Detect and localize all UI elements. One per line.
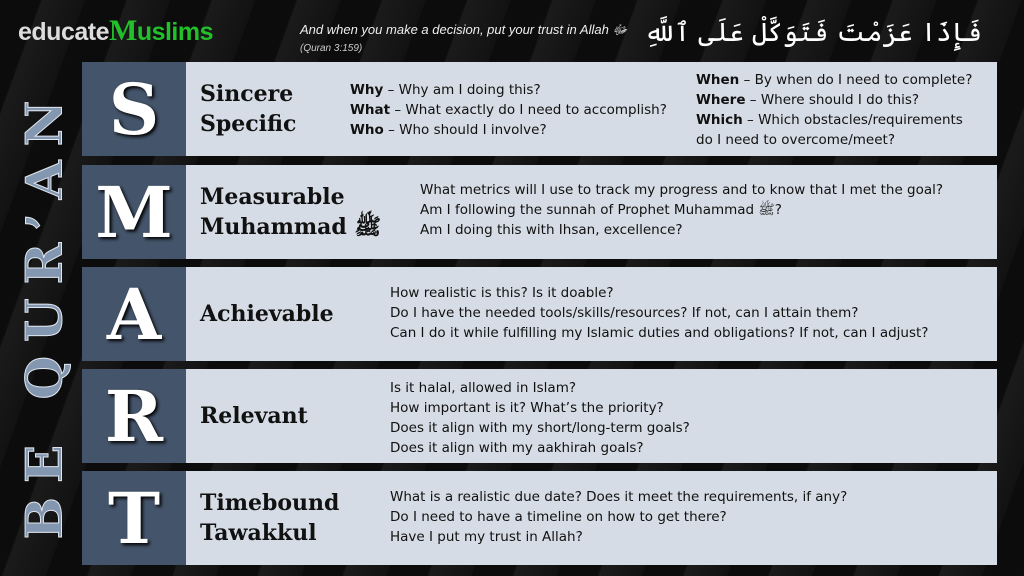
row-letter: S	[82, 62, 186, 156]
quote-reference: (Quran 3:159)	[300, 43, 363, 54]
question-text: – What exactly do I need to accomplish?	[390, 102, 667, 118]
description-line: Does it align with my short/long-term goals?	[390, 420, 690, 436]
question-key: Who	[350, 122, 384, 138]
description-line: Does it align with my aakhirah goals?	[390, 440, 644, 456]
row-description	[696, 70, 972, 150]
quote-translation: And when you make a decision, put your trust in Allah ﷻ	[300, 22, 628, 37]
row-title-line: Sincere	[200, 81, 294, 107]
logo-text: educate	[18, 18, 109, 46]
row-title-line: Achievable	[200, 301, 334, 327]
question-text: – By when do I need to complete?	[739, 72, 973, 88]
row-title-line: Muhammad ﷺ	[200, 214, 382, 240]
question-text: – Who should I involve?	[383, 122, 547, 138]
row-letter: R	[82, 369, 186, 463]
row-description	[390, 378, 690, 458]
question-key: What	[350, 102, 391, 118]
row-title-line: Tawakkul	[200, 520, 317, 546]
description-line	[350, 100, 667, 120]
question-text: – Where should I do this?	[745, 92, 920, 108]
description-line	[696, 130, 972, 150]
arabic-verse: فَإِذَا عَزَمْتَ فَتَوَكَّلْ عَلَى ٱللَّهِ	[644, 18, 982, 48]
row-title-line: Timebound	[200, 490, 340, 516]
description-line: Is it halal, allowed in Islam?	[390, 380, 577, 396]
description-line	[350, 120, 667, 140]
description-line	[696, 90, 972, 110]
row-letter: A	[82, 267, 186, 361]
question-text: do I need to overcome/meet?	[696, 132, 895, 148]
row-title-line: Measurable	[200, 184, 345, 210]
logo-text-m: M	[108, 14, 137, 47]
row-title	[186, 267, 334, 361]
question-key: Which	[696, 112, 743, 128]
description-line	[350, 80, 667, 100]
row-description	[350, 80, 667, 140]
row-title	[186, 62, 296, 156]
description-line	[696, 70, 972, 90]
row-description	[420, 180, 943, 240]
row-letter: M	[82, 165, 186, 259]
description-line	[696, 110, 972, 130]
question-key: Why	[350, 82, 384, 98]
row-description	[390, 487, 847, 547]
row-title-line: Specific	[200, 111, 297, 137]
question-key: Where	[696, 92, 746, 108]
description-line: How realistic is this? Is it doable?	[390, 285, 614, 301]
side-title: BE QUR’AN	[14, 86, 74, 540]
description-line: What is a realistic due date? Does it meet the requirements, if any?	[390, 489, 848, 505]
row-title	[186, 471, 339, 565]
row-title	[186, 369, 308, 463]
description-line: How important is it? What’s the priority?	[390, 400, 664, 416]
row-title-line: Relevant	[200, 403, 308, 429]
question-key: When	[696, 72, 740, 88]
row-description	[390, 283, 928, 343]
question-text: – Why am I doing this?	[383, 82, 541, 98]
question-text: – Which obstacles/requirements	[742, 112, 963, 128]
description-line: What metrics will I use to track my progress and to know that I met the goal?	[420, 182, 944, 198]
description-line: Can I do it while fulfilling my Islamic duties and obligations? If not, can I adjust?	[390, 325, 929, 341]
row-letter: T	[82, 471, 186, 565]
description-line: Am I doing this with Ihsan, excellence?	[420, 222, 683, 238]
logo-text-uslims: uslims	[136, 18, 214, 46]
description-line: Do I have the needed tools/skills/resources? If not, can I attain them?	[390, 305, 859, 321]
row-title	[186, 165, 381, 259]
logo[interactable]	[18, 14, 213, 48]
description-line: Do I need to have a timeline on how to get there?	[390, 509, 727, 525]
description-line: Have I put my trust in Allah?	[390, 529, 583, 545]
description-line: Am I following the sunnah of Prophet Muhammad ﷺ?	[420, 202, 782, 218]
